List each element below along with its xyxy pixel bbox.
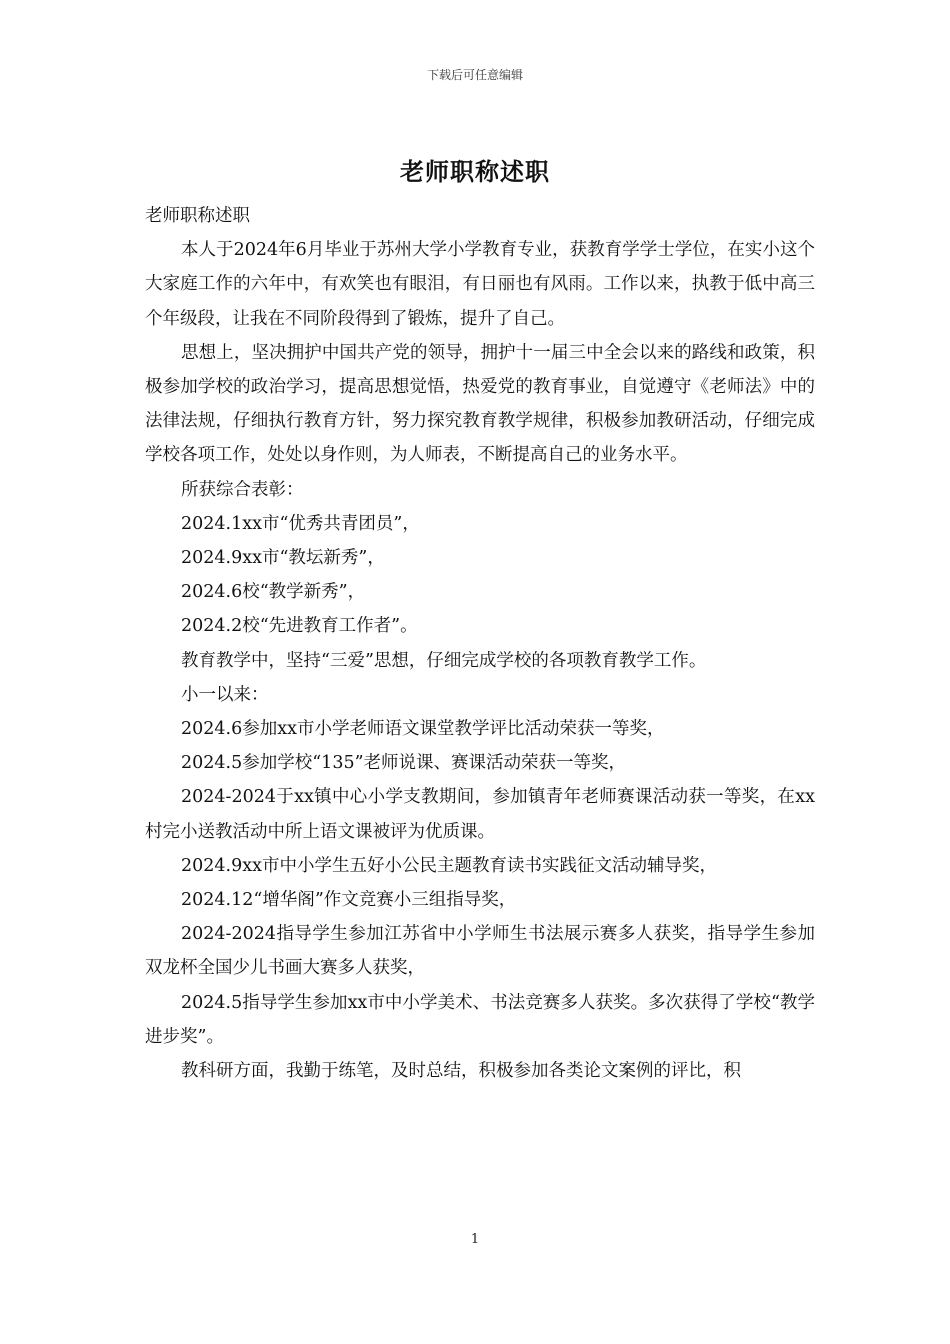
body-paragraph: 小一以来：	[181, 684, 269, 705]
body-paragraph: 2024.9xx市中小学生五好小公民主题教育读书实践征文活动辅导奖，	[181, 855, 717, 876]
body-paragraph: 2024.12“增华阁”作文竞赛小三组指导奖，	[181, 890, 517, 911]
body-paragraph: 2024.2校“先进教育工作者”。	[181, 616, 418, 637]
body-paragraph: 2024-2024指导学生参加江苏省中小学师生书法展示赛多人获奖，指导学生参加双龙杯全国少儿书画大赛多人获奖，	[145, 924, 815, 979]
body-paragraph: 2024.1xx市“优秀共青团员”，	[181, 513, 420, 534]
document-title: 老师职称述职	[400, 157, 550, 186]
body-paragraph: 2024.5参加学校“135”老师说课、赛课活动荣获一等奖，	[181, 753, 627, 774]
body-paragraph: 老师职称述职	[145, 206, 250, 226]
document-body	[145, 199, 815, 1088]
body-paragraph: 思想上，坚决拥护中国共产党的领导，拥护十一届三中全会以来的路线和政策，积极参加学校的政治学习，提高思想觉悟，热爱党的教育事业，自觉遵守《老师法》中的法律法规，仔细执行教育方针，努力探究教育教学规律，积极参加教研活动，仔细完成学校各项工作，处处以身作则，为人师表，不断提高自己的业务水平。	[145, 342, 815, 466]
page-number: 1	[470, 1232, 480, 1247]
page-header: 下载后可任意编辑	[426, 68, 523, 82]
body-paragraph: 2024.6参加xx市小学老师语文课堂教学评比活动荣获一等奖，	[181, 719, 665, 740]
body-paragraph: 2024.9xx市“教坛新秀”，	[181, 548, 385, 569]
body-paragraph: 2024.6校“教学新秀”，	[181, 582, 366, 603]
body-paragraph: 所获综合表彰：	[181, 479, 304, 500]
body-paragraph: 本人于2024年6月毕业于苏州大学小学教育专业，获教育学学士学位，在实小这个大家庭工作的六年中，有欢笑也有眼泪，有日丽也有风雨。工作以来，执教于低中高三个年级段，让我在不同阶段得到了锻炼，提升了自己。	[145, 240, 815, 329]
body-paragraph: 2024-2024于xx镇中心小学支教期间，参加镇青年老师赛课活动获一等奖，在xx村完小送教活动中所上语文课被评为优质课。	[145, 787, 815, 842]
body-paragraph: 2024.5指导学生参加xx市中小学美术、书法竞赛多人获奖。多次获得了学校“教学进步奖”。	[145, 992, 815, 1047]
body-paragraph: 教科研方面，我勤于练笔，及时总结，积极参加各类论文案例的评比，积	[181, 1061, 741, 1082]
body-paragraph: 教育教学中，坚持“三爱”思想，仔细完成学校的各项教育教学工作。	[181, 650, 707, 671]
